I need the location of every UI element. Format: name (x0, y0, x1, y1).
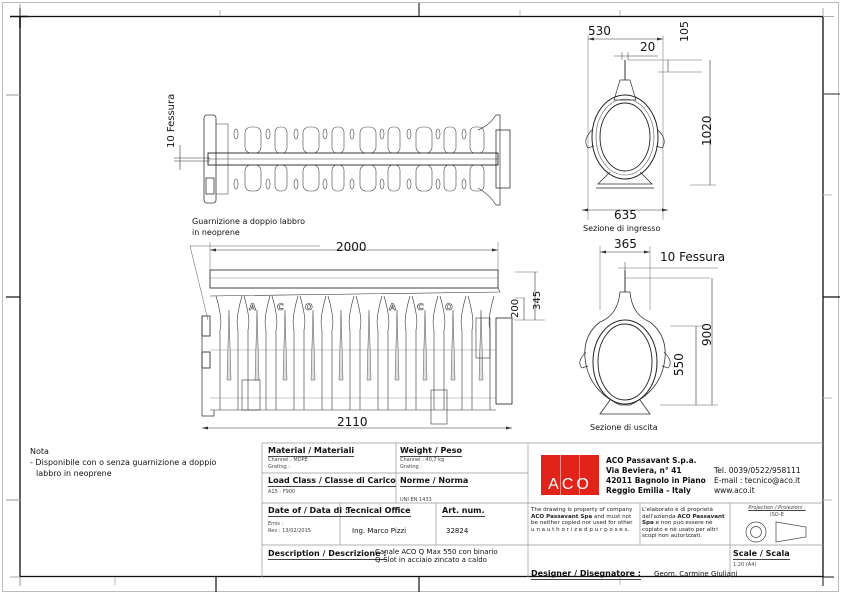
legal-en-last: u n a u t h o r i z e d p u r p o s e s. (531, 526, 630, 533)
legal-en-post: and must not be neither copied nor used for other (531, 513, 633, 527)
weight-channel: Channel : 40,7 kg (400, 457, 445, 463)
designer-value: Geom. Carmine Giuliani (654, 570, 738, 578)
scale-cell (733, 549, 790, 569)
company-address1: Via Beviera, n° 41 (606, 466, 682, 475)
scale-header: Scale / Scala (733, 549, 790, 558)
notes-title: Nota (30, 447, 49, 456)
load-class-value: A15 - F900 (268, 489, 296, 495)
company-name: ACO Passavant S.p.a. (606, 456, 697, 465)
dim-635: 635 (614, 208, 637, 222)
gasket-callout-line1: Guarnizione a doppio labbro (192, 217, 305, 226)
designer-header: Designer / Disegnatore : (531, 569, 641, 578)
material-grating: Grating : (268, 464, 290, 470)
projection-header: Projection / Proiezioni : (748, 505, 806, 511)
load-class-cell (268, 476, 396, 496)
aco-logo (541, 455, 599, 495)
norme-value: UNI EN 1433 (400, 497, 432, 503)
company-contact (714, 466, 801, 496)
date-rev: Rev : 13/02/2015 (268, 528, 311, 534)
notes-line1: - Disponibile con o senza guarnizione a doppio (30, 458, 217, 467)
art-header: Art. num. (442, 506, 485, 515)
outlet-section-title: Sezione di uscita (590, 423, 658, 432)
gasket-callout-line2: in neoprene (192, 228, 240, 237)
svg-text:A: A (249, 303, 256, 313)
svg-text:C: C (417, 303, 424, 313)
material-channel: Channel : MDPE (268, 457, 308, 463)
designer-cell (531, 561, 737, 580)
dim-530: 530 (588, 24, 611, 38)
dim-200: 200 (510, 298, 521, 318)
svg-text:A: A (389, 303, 396, 313)
description-line1: Canale ACO Q Max 550 con binario (375, 548, 498, 556)
company-web[interactable]: www.aco.it (714, 486, 755, 495)
art-cell (442, 506, 485, 535)
weight-grating: Grating : (400, 464, 422, 470)
projection-symbol-icon (732, 519, 822, 545)
outlet-slot-label: 10 Fessura (660, 250, 726, 264)
company-address2: 42011 Bagnolo in Piano (606, 476, 706, 485)
art-value: 32824 (446, 527, 469, 535)
notes-line2: labbro in neoprene (36, 469, 112, 478)
legal-en-company: ACO Passavant Spa (531, 513, 593, 520)
weight-header: Weight / Peso (400, 446, 462, 455)
office-value: Ing. Marco Pizzi (352, 527, 407, 535)
svg-text:O: O (305, 303, 313, 313)
aco-logo-text: ACO (548, 476, 592, 493)
dim-900: 900 (700, 323, 714, 346)
description-header-cell (268, 549, 387, 560)
dim-2000: 2000 (336, 240, 367, 254)
company-address3: Reggio Emilia - Italy (606, 486, 691, 495)
dim-550: 550 (672, 353, 686, 376)
dim-345: 345 (532, 290, 543, 310)
norme-cell (400, 476, 468, 504)
dim-20: 20 (640, 40, 656, 54)
material-cell (268, 446, 354, 471)
description-value (375, 548, 498, 564)
svg-text:C: C (277, 303, 284, 313)
legal-it-company: ACO Passavant Spa (642, 513, 725, 527)
top-view-slot-label: 10 Fessura (166, 93, 177, 148)
office-header: Tecnical Office (346, 506, 411, 515)
company-tel: Tel. 0039/0522/958111 (714, 466, 801, 475)
inlet-section-title: Sezione di ingresso (583, 224, 661, 233)
legal-it-post: e non può essere nè copiato e nè usato per altri scopi non autorizzati. (642, 520, 718, 540)
dim-105: 105 (678, 21, 691, 42)
legal-notice-en (531, 507, 639, 533)
svg-text:O: O (445, 303, 453, 313)
dim-365: 365 (614, 237, 637, 251)
projection-value: ISO-E (770, 512, 784, 518)
weight-cell (400, 446, 462, 471)
legal-en-pre: The drawing is property of company (531, 507, 633, 513)
material-header: Material / Materiali (268, 446, 355, 455)
load-class-header: Load Class / Classe di Carico (268, 476, 396, 485)
dim-2110: 2110 (337, 415, 368, 429)
legal-notice-it (642, 507, 728, 540)
date-header: Date of / Data di : (268, 506, 349, 515)
description-header: Description / Descrizione : (268, 549, 387, 558)
projection-cell (732, 505, 822, 549)
description-line2: Q-Slot in acciaio zincato a caldo (375, 556, 487, 564)
legal-it-pre: L'elaborato è di proprietà dell'azienda (642, 507, 713, 520)
company-email[interactable]: E-mail : tecnico@aco.it (714, 476, 801, 485)
norme-header: Norme / Norma (400, 476, 469, 485)
scale-value: 1:20 (A4) (733, 562, 757, 568)
dim-1020: 1020 (700, 115, 714, 146)
office-cell (346, 506, 411, 535)
date-cell (268, 506, 348, 535)
company-address (606, 456, 706, 496)
date-emis: Emis : (268, 521, 284, 527)
